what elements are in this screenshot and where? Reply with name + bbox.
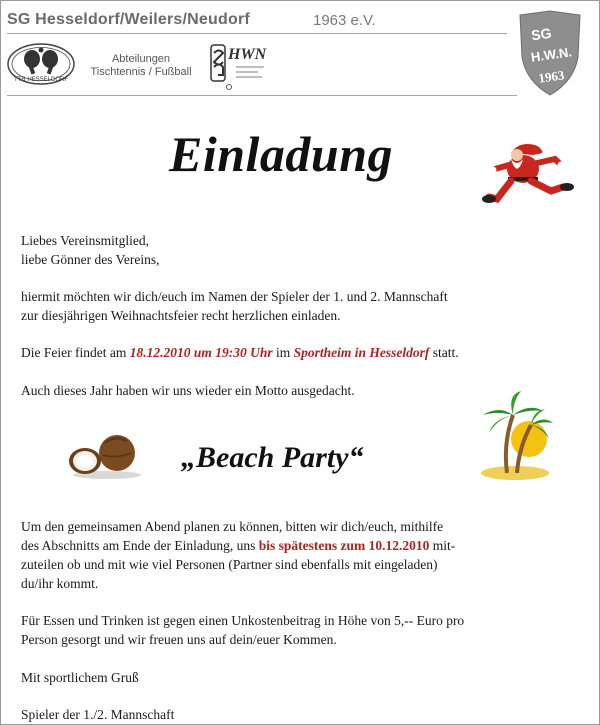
club-shield-logo — [516, 9, 584, 97]
rsvp-line2-pre: des Abschnitts am Ende der Einladung, uns — [21, 538, 259, 553]
party-motto: „Beach Party“ — [181, 441, 364, 474]
paragraph-date — [21, 343, 459, 362]
rsvp-line4: du/ihr kommt. — [21, 576, 99, 591]
event-place: Sportheim in Hesseldorf — [293, 345, 430, 360]
departments-line1: Abteilungen — [111, 53, 171, 65]
paragraph-costs — [21, 611, 464, 649]
date-post: statt. — [429, 345, 459, 360]
greeting-line2: liebe Gönner des Vereins, — [21, 252, 160, 267]
rsvp-line2-post: mit- — [429, 538, 456, 553]
signature: Spieler der 1./2. Mannschaft — [21, 707, 175, 722]
club-year: 1963 e.V. — [313, 12, 376, 29]
ttr-logo-text: TTR HESSELDORF — [13, 77, 69, 83]
header-rule-top — [7, 33, 507, 34]
rsvp-deadline: bis spätestens zum 10.12.2010 — [258, 538, 430, 553]
date-mid: im — [272, 345, 294, 360]
rsvp-line2 — [21, 536, 455, 555]
departments — [81, 53, 201, 79]
greeting — [21, 231, 159, 269]
santa-icon — [481, 141, 581, 215]
greeting-line1: Liebes Vereinsmitglied, — [21, 233, 149, 248]
palm-tree-icon — [477, 387, 557, 483]
paragraph-rsvp — [21, 517, 455, 593]
intro-line1: hiermit möchten wir dich/euch im Namen der Spieler der 1. und 2. Mannschaft — [21, 289, 448, 304]
event-date: 18.12.2010 um 19:30 Uhr — [129, 345, 273, 360]
paragraph-motto-intro: Auch dieses Jahr haben wir uns wieder ein Motto ausgedacht. — [21, 383, 355, 398]
shield-line1: SG — [530, 24, 553, 44]
page-title: Einladung — [168, 126, 394, 182]
coconut-icon — [67, 431, 143, 481]
costs-line2: Person gesorgt und wir freuen uns auf dein/euer Kommen. — [21, 632, 337, 647]
costs-line1: Für Essen und Trinken ist gegen einen Unkostenbeitrag in Höhe von 5,-- Euro pro — [21, 613, 465, 628]
date-pre: Die Feier findet am — [21, 345, 130, 360]
shield-line3: 1963 — [537, 67, 566, 86]
paragraph-intro — [21, 287, 448, 325]
shield-line2: H.W.N. — [529, 44, 573, 65]
intro-line2: zur diesjährigen Weihnachtsfeier recht herzlichen einladen. — [21, 308, 341, 323]
rsvp-line3: zuteilen ob und mit wie viel Personen (Partner sind ebenfalls mit eingeladen) — [21, 557, 438, 572]
hwn-logo-text: HWN — [228, 46, 267, 63]
hwn-logo — [206, 37, 276, 91]
closing: Mit sportlichem Gruß — [21, 670, 139, 685]
rsvp-line1: Um den gemeinsamen Abend planen zu können, bitten wir dich/euch, mithilfe — [21, 519, 444, 534]
club-name: SG Hesseldorf/Weilers/Neudorf — [7, 11, 250, 28]
ttr-hesseldorf-logo — [5, 41, 77, 87]
header-rule-bottom — [7, 95, 517, 96]
departments-line2: Tischtennis / Fußball — [90, 66, 192, 78]
